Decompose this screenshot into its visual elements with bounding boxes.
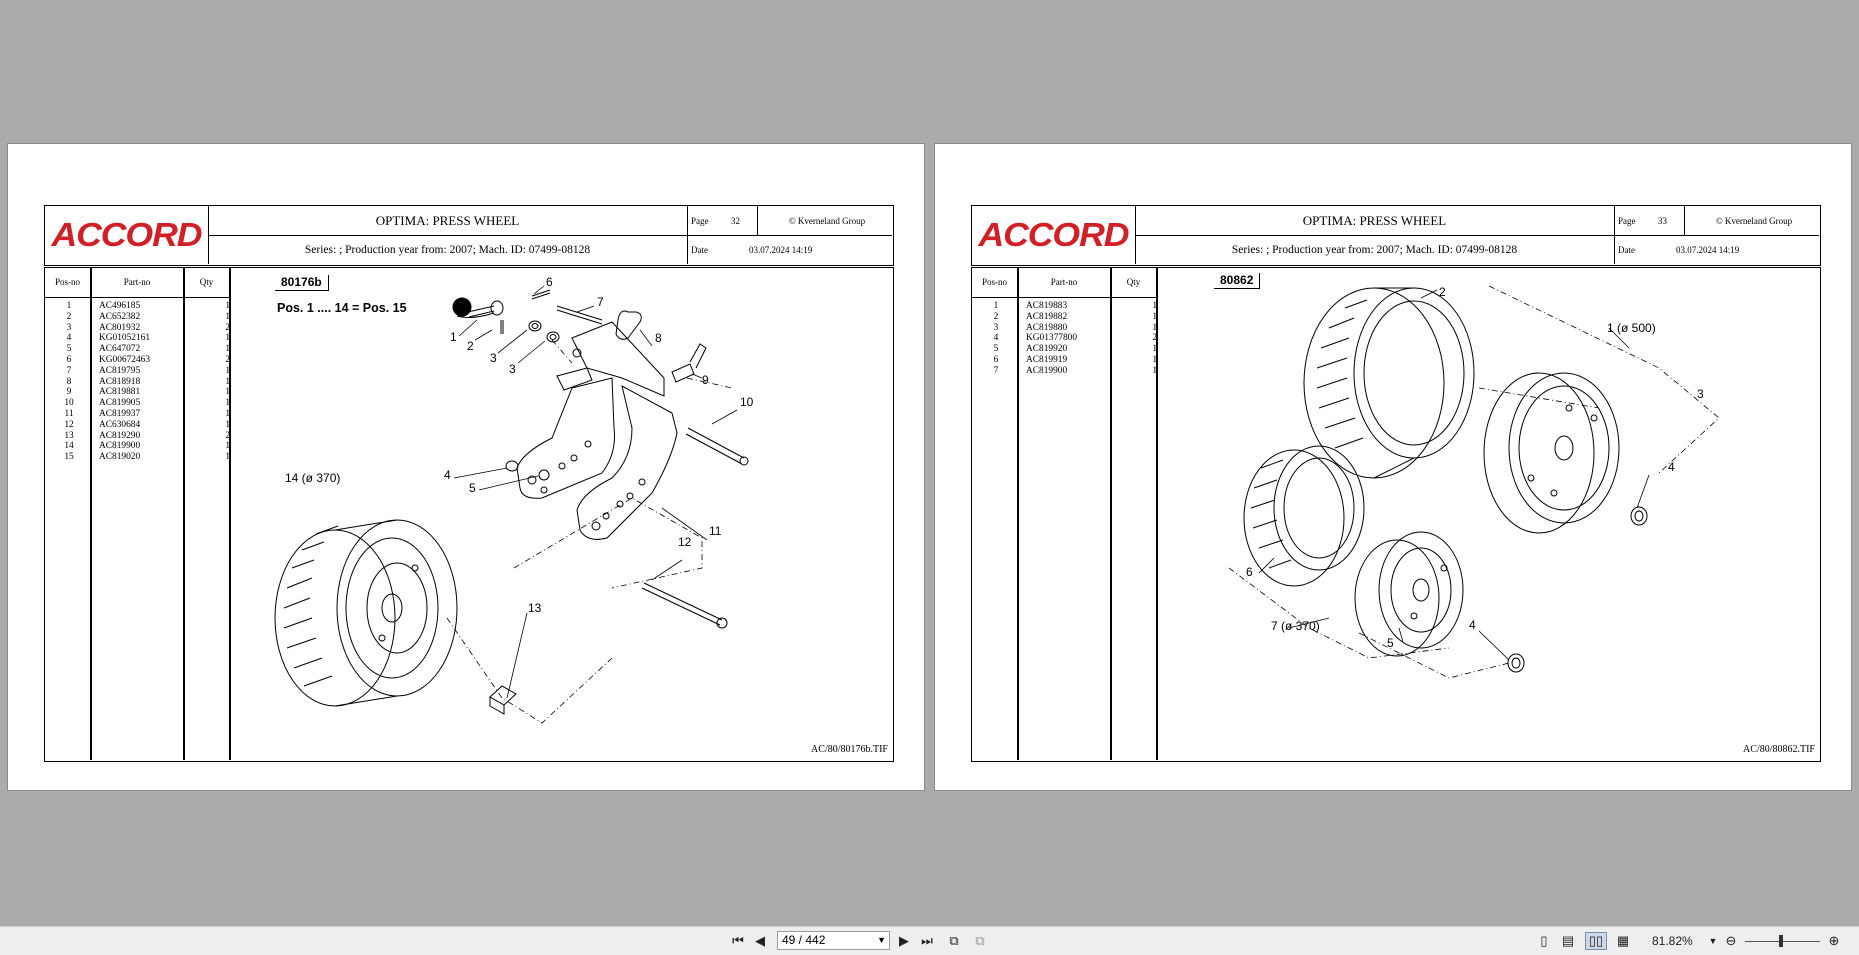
drawing-svg	[232, 268, 892, 760]
callout-7: 7 (ø 370)	[1271, 619, 1320, 633]
col-header-pos: Pos-no	[54, 277, 80, 287]
page-meta	[1614, 206, 1819, 236]
col-header-qty: Qty	[1126, 277, 1141, 287]
row-part: AC819905	[99, 398, 141, 409]
callout-10: 10	[740, 395, 754, 409]
row-part: AC819880	[1026, 322, 1068, 333]
row-qty: 1	[225, 419, 230, 430]
row-part: AC819881	[99, 387, 141, 398]
date-value: 03.07.2024 14:19	[749, 245, 813, 255]
row-pos: 15	[64, 452, 74, 463]
date-meta	[687, 235, 892, 264]
row-pos: 6	[66, 354, 72, 365]
row-pos: 14	[64, 441, 74, 452]
row-pos: 9	[66, 387, 72, 398]
parts-sheet	[44, 205, 894, 762]
callout-13: 13	[528, 601, 542, 615]
figure-file: AC/80/80862.TIF	[1743, 744, 1815, 755]
document-page-33	[934, 143, 1852, 791]
col-header-part: Part-no	[123, 277, 151, 287]
sheet-title: OPTIMA: PRESS WHEEL	[1135, 206, 1615, 236]
row-qty: 1	[1152, 322, 1157, 333]
callout-3: 3	[1697, 387, 1704, 401]
callout-14: 14 (ø 370)	[285, 471, 341, 485]
row-qty: 2	[225, 322, 230, 333]
series-info: Series: ; Production year from: 2007; Mach. ID: 07499-08128	[208, 235, 688, 264]
callout-7: 7	[597, 295, 604, 309]
exploded-drawing	[1159, 268, 1819, 760]
row-pos: 3	[66, 322, 72, 333]
last-page-icon[interactable]: ⏭	[921, 933, 933, 948]
row-part: KG01377800	[1026, 333, 1078, 344]
first-page-icon[interactable]: ⏮	[732, 933, 744, 948]
figure-id: 80176b	[275, 275, 329, 291]
page-number-input[interactable]	[777, 931, 890, 950]
row-pos: 3	[993, 322, 999, 333]
row-pos: 5	[993, 344, 999, 355]
parts-body	[44, 267, 894, 762]
zoom-slider-thumb[interactable]	[1779, 935, 1783, 947]
accord-logo	[45, 206, 209, 264]
row-qty: 1	[1152, 344, 1157, 355]
callout-3a: 3	[490, 351, 497, 365]
row-part: AC819290	[99, 430, 141, 441]
callout-12: 12	[678, 535, 692, 549]
row-qty: 1	[1152, 354, 1157, 365]
callout-6: 6	[546, 275, 553, 289]
date-value: 03.07.2024 14:19	[1676, 245, 1740, 255]
row-qty: 2	[1152, 333, 1157, 344]
row-qty: 1	[1152, 311, 1157, 322]
row-pos: 11	[64, 408, 74, 419]
row-part: AC819795	[99, 365, 141, 376]
figure-file: AC/80/80176b.TIF	[811, 744, 888, 755]
callout-6: 6	[1246, 565, 1253, 579]
sheet-header	[44, 205, 894, 266]
row-qty: 1	[225, 408, 230, 419]
next-page-icon[interactable]: ▶	[899, 933, 909, 948]
date-meta	[1614, 235, 1819, 264]
accord-logo	[972, 206, 1136, 264]
part-column	[1026, 301, 1077, 377]
row-pos: 5	[66, 344, 72, 355]
handle-knob-icon	[453, 298, 471, 316]
page-number: 32	[731, 216, 740, 226]
copyright: © Kverneland Group	[1715, 216, 1793, 226]
zoom-level[interactable]: 81.82%	[1652, 934, 1693, 948]
qty-column	[185, 301, 230, 463]
col-header-part: Part-no	[1050, 277, 1078, 287]
callout-1: 1 (ø 500)	[1607, 321, 1656, 335]
row-pos: 13	[64, 430, 74, 441]
callout-5: 5	[1387, 636, 1394, 650]
row-qty: 1	[225, 387, 230, 398]
row-part: AC819920	[1026, 344, 1068, 355]
callout-8: 8	[655, 331, 662, 345]
zoom-dropdown-icon[interactable]: ▼	[1708, 936, 1718, 946]
row-part: AC652382	[99, 311, 141, 322]
row-qty: 1	[225, 333, 230, 344]
row-part: AC630684	[99, 419, 141, 430]
date-label: Date	[1618, 245, 1635, 255]
row-part: AC819020	[99, 452, 141, 463]
previous-page-icon[interactable]: ◀	[755, 933, 765, 948]
logo-text: ACCORD	[978, 216, 1129, 253]
parts-sheet	[971, 205, 1821, 762]
figure-id: 80862	[1214, 273, 1260, 289]
row-pos: 1	[66, 301, 72, 311]
row-pos: 12	[64, 419, 74, 430]
row-qty: 1	[1152, 365, 1157, 376]
row-part: AC647072	[99, 344, 141, 355]
zoom-in-icon[interactable]: ⊕	[1828, 933, 1840, 948]
callout-4a: 4	[1668, 460, 1675, 474]
row-pos: 7	[66, 365, 72, 376]
viewer-toolbar	[0, 926, 1859, 955]
row-qty: 2	[225, 354, 230, 365]
row-part: AC496185	[99, 301, 141, 311]
row-part: AC819883	[1026, 301, 1068, 311]
zoom-out-icon[interactable]: ⊖	[1725, 933, 1737, 948]
page-label: Page	[691, 216, 709, 226]
page-meta	[687, 206, 892, 236]
sheet-header	[971, 205, 1821, 266]
row-part: AC818918	[99, 376, 141, 387]
row-qty: 1	[225, 365, 230, 376]
row-part: AC819900	[1026, 365, 1068, 376]
row-pos: 2	[993, 311, 999, 322]
col-header-qty: Qty	[199, 277, 214, 287]
continuous-page-icon[interactable]: ▤	[1561, 933, 1575, 948]
row-pos: 10	[64, 398, 74, 409]
row-pos: 4	[66, 333, 72, 344]
compare-icon[interactable]: ⧉	[975, 933, 985, 948]
col-header-pos: Pos-no	[981, 277, 1007, 287]
row-qty: 1	[225, 344, 230, 355]
row-qty: 1	[225, 398, 230, 409]
copyright: © Kverneland Group	[788, 216, 866, 226]
callout-9: 9	[702, 373, 709, 387]
row-pos: 2	[66, 311, 72, 322]
row-qty: 1	[225, 376, 230, 387]
single-page-icon[interactable]: ▯	[1540, 933, 1548, 948]
row-qty: 1	[225, 441, 230, 452]
callout-4: 4	[444, 468, 451, 482]
document-page-32	[7, 143, 925, 791]
callout-2: 2	[1439, 285, 1446, 299]
row-qty: 1	[225, 301, 230, 311]
pos-column	[53, 301, 85, 463]
row-pos: 6	[993, 354, 999, 365]
date-label: Date	[691, 245, 708, 255]
row-qty: 1	[225, 452, 230, 463]
row-part: AC801932	[99, 322, 141, 333]
row-part: AC819919	[1026, 354, 1068, 365]
callout-5: 5	[469, 481, 476, 495]
parts-body	[971, 267, 1821, 762]
position-note: Pos. 1 .... 14 = Pos. 15	[277, 301, 407, 315]
row-part: AC819937	[99, 408, 141, 419]
row-qty: 2	[225, 430, 230, 441]
page-label: Page	[1618, 216, 1636, 226]
page-number-value: 49 / 442	[782, 933, 826, 947]
row-qty: 1	[1152, 301, 1157, 311]
callout-3b: 3	[509, 362, 516, 376]
logo-text: ACCORD	[51, 216, 202, 253]
row-part: KG01052161	[99, 333, 151, 344]
row-qty: 1	[225, 311, 230, 322]
callout-4b: 4	[1469, 618, 1476, 632]
two-page-icon[interactable]: ▯▯	[1585, 932, 1607, 950]
row-pos: 8	[66, 376, 72, 387]
two-page-continuous-icon[interactable]: ▦	[1616, 933, 1630, 948]
callout-1: 1	[450, 330, 457, 344]
row-part: AC819900	[99, 441, 141, 452]
pos-column	[980, 301, 1012, 377]
chevron-down-icon[interactable]: ▼	[877, 935, 886, 945]
part-column	[99, 301, 150, 463]
split-view-icon[interactable]: ⧉	[949, 933, 959, 948]
qty-column	[1112, 301, 1157, 377]
drawing-svg	[1159, 268, 1819, 760]
sheet-title: OPTIMA: PRESS WHEEL	[208, 206, 688, 236]
page-number: 33	[1658, 216, 1667, 226]
row-part: AC819882	[1026, 311, 1068, 322]
row-pos: 7	[993, 365, 999, 376]
series-info: Series: ; Production year from: 2007; Mach. ID: 07499-08128	[1135, 235, 1615, 264]
row-pos: 1	[993, 301, 999, 311]
callout-2: 2	[467, 339, 474, 353]
callout-11: 11	[709, 524, 722, 538]
exploded-drawing	[232, 268, 892, 760]
row-pos: 4	[993, 333, 999, 344]
row-part: KG00672463	[99, 354, 151, 365]
